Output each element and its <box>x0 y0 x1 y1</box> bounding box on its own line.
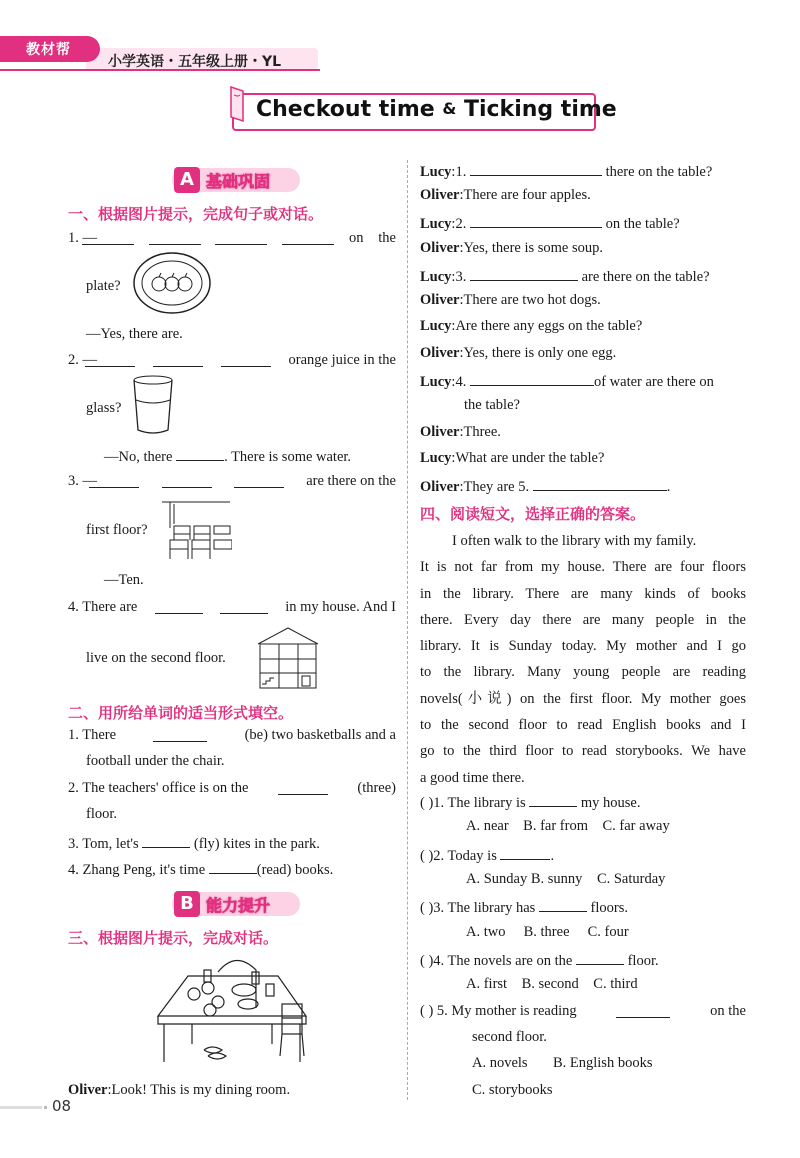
part3-dialog-8: Oliver:Yes, there is only one egg. <box>420 345 617 361</box>
part1-q2-line <box>68 352 396 369</box>
q1-word-on: on <box>348 230 364 246</box>
q1-blank-2[interactable] <box>149 230 201 245</box>
bookmark-icon <box>228 85 246 123</box>
part2-q2-line: 2. The teachers' office is on the (three) <box>68 780 396 796</box>
mc-q2: ( )2. Today is . <box>420 845 554 865</box>
q4-second-floor: live on the second floor. <box>86 650 226 666</box>
section-b-letter: B <box>174 891 200 917</box>
part3-dialog-3: Lucy:2. on the table? <box>420 213 680 233</box>
q1-answer: —Yes, there are. <box>86 326 183 342</box>
option-a[interactable]: A. near <box>466 818 509 834</box>
q3-blank-3[interactable] <box>234 473 284 488</box>
q3-answer: —Ten. <box>104 572 144 588</box>
section-b-label: 能力提升 <box>206 896 271 915</box>
q3-tail: are there on the <box>306 473 396 489</box>
part4-heading: 四、阅读短文，选择正确的答案。 <box>420 505 646 523</box>
footer-dot <box>44 1106 47 1109</box>
p2-q2-blank[interactable] <box>278 780 328 795</box>
footer-bar <box>0 1106 42 1109</box>
option-c[interactable]: C. four <box>587 924 629 940</box>
dining-room-image <box>152 948 312 1066</box>
dialog-blank-1[interactable] <box>470 161 602 176</box>
part2-q4-line: 4. Zhang Peng, it's time (read) books. <box>68 859 333 879</box>
part3-dialog-6: Oliver:There are two hot dogs. <box>420 292 601 308</box>
q1-word-the: the <box>378 230 396 246</box>
q4-blank-2[interactable] <box>220 599 268 614</box>
q1-blank-1[interactable] <box>82 230 134 245</box>
mc-q4: ( )4. The novels are on the floor. <box>420 950 659 970</box>
mc-q5: ( ) 5. My mother is reading on the <box>420 1003 746 1019</box>
passage-line: go to the third floor to read storybooks. We have <box>420 743 746 760</box>
mc-q5-options-1 <box>472 1055 652 1072</box>
part1-q3-line <box>68 473 396 490</box>
passage-line: novels(小说) on the first floor. My mother goes <box>420 690 746 707</box>
passage-line: It is not far from my house. There are four floors <box>420 559 746 576</box>
section-a-label: 基础巩固 <box>206 172 271 191</box>
passage-line: there. Every day there are many people in the <box>420 611 746 628</box>
part3-dialog-9-cont: the table? <box>464 397 520 413</box>
dialog-blank-3[interactable] <box>470 266 578 281</box>
passage-line: a good time there. <box>420 769 525 786</box>
part1-q1-line <box>68 230 396 247</box>
classroom-desks-image <box>160 498 232 562</box>
glass-of-water-image <box>130 374 176 436</box>
part3-heading: 三、根据图片提示，完成对话。 <box>68 929 279 947</box>
dialog-blank-5[interactable] <box>533 476 667 491</box>
part3-dialog-1: Lucy:1. there on the table? <box>420 161 712 181</box>
mc-q4-options <box>466 976 638 993</box>
dialog-blank-4[interactable] <box>470 371 594 386</box>
part3-dialog-7: Lucy:Are there any eggs on the table? <box>420 318 643 334</box>
part3-dialog-11: Lucy:What are under the table? <box>420 450 605 466</box>
p2-q1-blank[interactable] <box>153 727 207 742</box>
option-a[interactable]: A. novels <box>472 1055 528 1071</box>
part3-dialog-12: Oliver:They are 5. . <box>420 476 670 496</box>
q2-glass: glass? <box>86 400 122 416</box>
mc-q5-blank[interactable] <box>616 1003 670 1018</box>
q1-blank-4[interactable] <box>282 230 334 245</box>
option-a[interactable]: A. first <box>466 976 508 992</box>
part3-dialog-5: Lucy:3. are there on the table? <box>420 266 710 286</box>
q3-blank-1[interactable] <box>89 473 139 488</box>
option-a[interactable]: A. Sunday <box>466 871 528 887</box>
q2-prefix: 2. — <box>68 352 97 368</box>
part2-q3-line: 3. Tom, let's (fly) kites in the park. <box>68 833 320 853</box>
option-c[interactable]: C. third <box>593 976 638 992</box>
passage-line: I often walk to the library with my family. <box>452 533 697 549</box>
q2-blank-3[interactable] <box>221 352 271 367</box>
q2-answer: —No, there . There is some water. <box>104 446 351 466</box>
option-b[interactable]: B. second <box>521 976 579 992</box>
house-floors-image <box>254 626 322 690</box>
column-divider <box>407 160 408 1100</box>
part2-q1-cont: football under the chair. <box>86 753 225 769</box>
mc-q1-options <box>466 818 670 835</box>
q4-tail: in my house. And I <box>285 599 396 615</box>
option-c[interactable]: C. storybooks <box>472 1082 553 1098</box>
q3-prefix: 3. — <box>68 473 97 489</box>
mc-q5-options-2 <box>472 1082 553 1099</box>
part3-dialog-2: Oliver:There are four apples. <box>420 187 591 203</box>
option-b[interactable]: B. English books <box>552 1055 653 1071</box>
plate-of-apples-image <box>132 250 212 316</box>
mc-q5-cont: second floor. <box>472 1029 547 1045</box>
mc-q1: ( )1. The library is my house. <box>420 792 641 812</box>
page-number: 08 <box>52 1097 72 1115</box>
part3-dialog-10: Oliver:Three. <box>420 424 501 440</box>
option-b[interactable]: B. three <box>523 924 570 940</box>
mc-q3-options <box>466 924 629 941</box>
reading-passage <box>420 528 746 791</box>
page-title: Checkout time & Ticking time <box>256 97 617 122</box>
passage-line: to the library. Many young people are reading <box>420 664 746 681</box>
q2-tail: orange juice in the <box>288 352 396 368</box>
part3-dialog-9: Lucy:4. of water are there on <box>420 371 714 391</box>
p2-q4-blank[interactable] <box>209 859 257 874</box>
mc-q3: ( )3. The library has floors. <box>420 897 628 917</box>
q2-blank-2[interactable] <box>153 352 203 367</box>
part3-dialog-4: Oliver:Yes, there is some soup. <box>420 240 603 256</box>
dialog-blank-2[interactable] <box>470 213 602 228</box>
book-subtitle: 小学英语・五年级上册・YL <box>108 54 282 70</box>
header-badge-text: 教材帮 <box>26 42 71 58</box>
part2-heading: 二、用所给单词的适当形式填空。 <box>68 704 294 722</box>
q3-blank-2[interactable] <box>162 473 212 488</box>
q2-answer-blank[interactable] <box>176 446 224 461</box>
part1-heading: 一、根据图片提示，完成句子或对话。 <box>68 205 324 223</box>
mc-q3-blank[interactable] <box>539 897 587 912</box>
option-c[interactable]: C. Saturday <box>596 871 666 887</box>
option-b[interactable]: B. far from <box>523 818 588 834</box>
passage-line: to the second floor to read English books and I <box>420 717 746 734</box>
q4-blank-1[interactable] <box>155 599 203 614</box>
option-b[interactable]: B. sunny <box>530 871 583 887</box>
q3-floor: first floor? <box>86 522 148 538</box>
q1-plate: plate? <box>86 278 121 294</box>
passage-line: library. It is Sunday today. My mother and I go <box>420 638 746 655</box>
mc-q4-blank[interactable] <box>576 950 624 965</box>
mc-q1-blank[interactable] <box>529 792 577 807</box>
section-a-letter: A <box>174 167 200 193</box>
part2-q2-cont: floor. <box>86 806 118 822</box>
part2-q1-line: 1. There (be) two basketballs and a <box>68 727 396 743</box>
q2-blank-1[interactable] <box>85 352 135 367</box>
mc-q2-options <box>466 871 665 888</box>
passage-line: in the library. There are many kinds of books <box>420 585 746 602</box>
q4-prefix: 4. There are <box>68 599 138 615</box>
p2-q3-blank[interactable] <box>142 833 190 848</box>
mc-q2-blank[interactable] <box>500 845 550 860</box>
part3-dialog-0: Oliver:Look! This is my dining room. <box>68 1082 291 1098</box>
option-a[interactable]: A. two <box>466 924 506 940</box>
q1-prefix: 1. — <box>68 230 97 246</box>
option-c[interactable]: C. far away <box>602 818 670 834</box>
part1-q4-line <box>68 599 396 616</box>
q1-blank-3[interactable] <box>215 230 267 245</box>
